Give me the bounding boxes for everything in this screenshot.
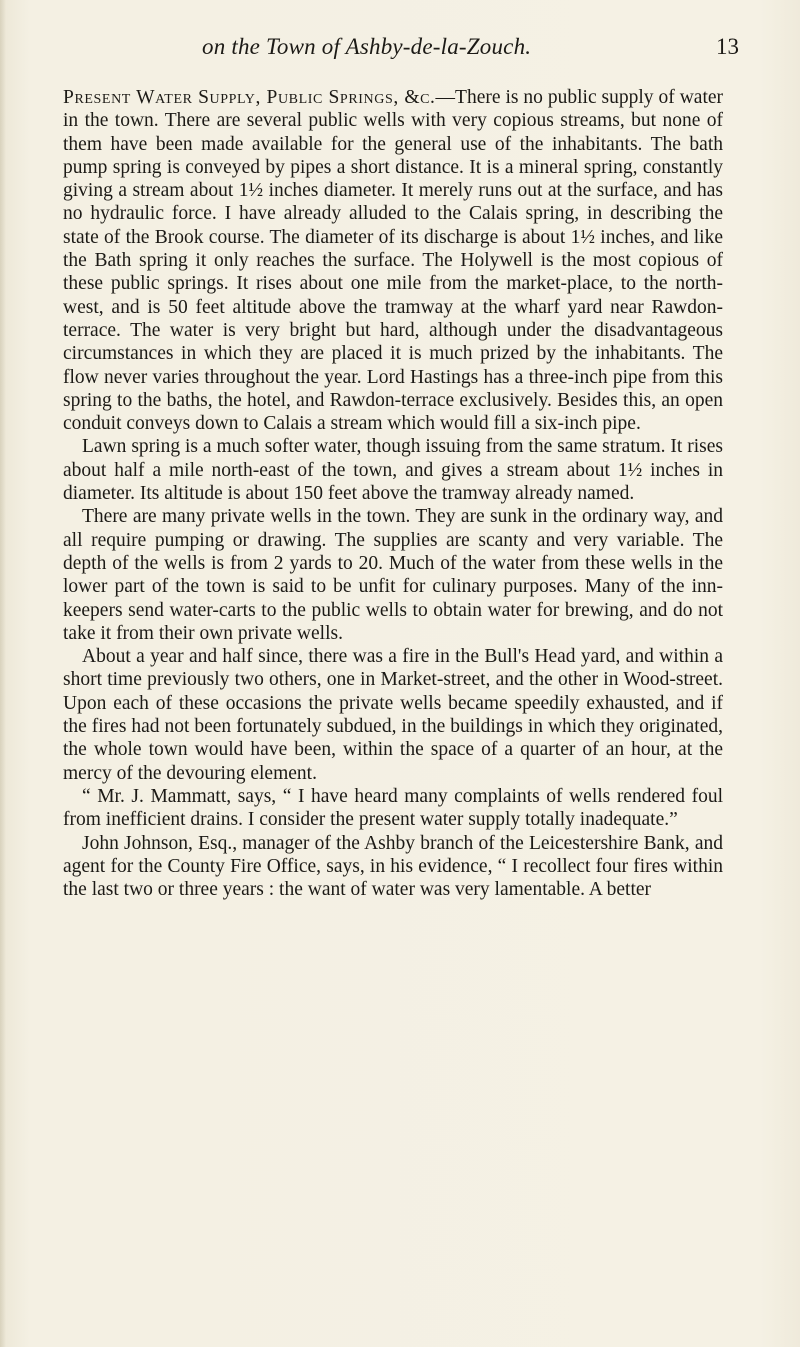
paragraph-5: “ Mr. J. Mammatt, says, “ I have heard many complaints of wells rendered foul from inefficient drains. I consider the present water supply totally inadequate.” [63,785,723,831]
paragraph-6: John Johnson, Esq., manager of the Ashby branch of the Leicestershire Bank, and agent for the County Fire Office, says, in his evidence, “ I recollect four fires within the last two or three years : the want of water was very lamentable. A better [63,832,723,901]
paragraph-4: About a year and half since, there was a fire in the Bull's Head yard, and within a short time previously two others, one in Market-street, and the other in Wood-street. Upon each of these occasions the private wells became speedily exhausted, and if the fires had not been fortunately subdued, in the buildings in which they originated, the whole town would have been, within the space of a quarter of an hour, at the mercy of the devouring element. [63,646,723,784]
paragraph-3: There are many private wells in the town. They are sunk in the ordinary way, and all require pumping or drawing. The supplies are scanty and very variable. The depth of the wells is from 2 yards to 20. Much of the water from these wells in the lower part of the town is said to be unfit for culinary purposes. Many of the inn-keepers send water-carts to the public wells to obtain water for brewing, and do not take it from their own private wells. [63,506,723,644]
page-body [63,86,723,901]
page-number: 13 [716,34,739,59]
paragraph-1 [63,86,723,435]
page-gutter-shadow [0,0,6,1347]
heading-dash: — [435,87,456,108]
page-header [0,34,800,68]
paragraph-2: Lawn spring is a much softer water, though issuing from the same stratum. It rises about half a mile north-east of the town, and gives a stream about 1½ inches in diameter. Its altitude is about 150 feet above the tramway already named. [63,436,723,505]
running-title: on the Town of Ashby-de-la-Zouch. [202,34,532,59]
section-heading: Present Water Supply, Public Springs, &c. [63,87,436,108]
paragraph-1-text: There is no public supply of water in the town. There are several public wells with very copious streams, but none of them have been made available for the general use of the inhabitants. The bath pump spring is conveyed by pipes a short distance. It is a mineral spring, constantly giving a stream about 1½ inches diameter. It merely runs out at the surface, and has no hydraulic force. I have already alluded to the Calais spring, in describing the state of the Brook course. The diameter of its discharge is about 1½ inches, and like the Bath spring it only reaches the surface. The Holywell is the most copious of these public springs. It rises about one mile from the market-place, to the north-west, and is 50 feet altitude above the tramway at the wharf yard near Rawdon-terrace. The water is very bright but hard, although under the disadvantageous circumstances in which they are placed it is much prized by the inhabitants. The flow never varies throughout the year. Lord Hastings has a three-inch pipe from this spring to the baths, the hotel, and Rawdon-terrace exclusively. Besides this, an open conduit conveys down to Calais a stream which would fill a six-inch pipe. [63,87,724,435]
